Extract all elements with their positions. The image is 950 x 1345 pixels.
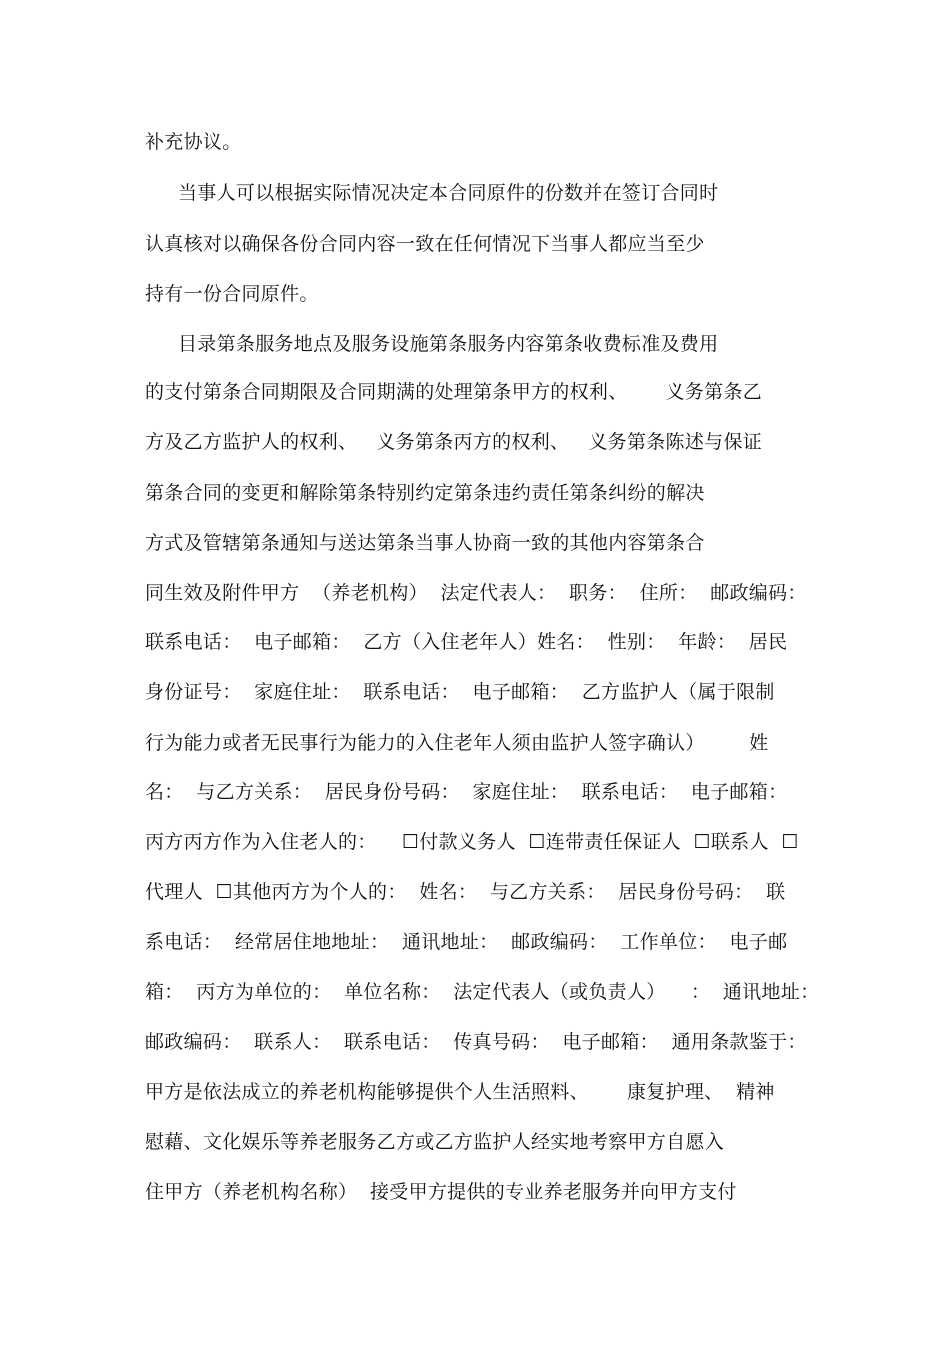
text-line: 住甲方（养老机构名称） 接受甲方提供的专业养老服务并向甲方支付 — [145, 1181, 737, 1203]
text-line: 补充协议。 — [145, 131, 242, 153]
text-line: 代理人 ☐其他丙方为个人的： 姓名： 与乙方关系： 居民身份号码： 联 — [145, 881, 786, 903]
text-line: 的支付第条合同期限及合同期满的处理第条甲方的权利、 义务第条乙 — [145, 381, 763, 403]
text-line: 联系电话： 电子邮箱： 乙方（入住老年人）姓名： 性别： 年龄： 居民 — [145, 631, 788, 653]
text-line: 持有一份合同原件。 — [145, 283, 319, 305]
text-line: 当事人可以根据实际情况决定本合同原件的份数并在签订合同时 — [178, 182, 719, 204]
text-line: 邮政编码： 联系人： 联系电话： 传真号码： 电子邮箱： 通用条款鉴于： — [145, 1031, 807, 1053]
text-line: 方式及管辖第条通知与送达第条当事人协商一致的其他内容第条合 — [145, 532, 705, 554]
text-line: 同生效及附件甲方 （养老机构） 法定代表人： 职务： 住所： 邮政编码： — [145, 582, 807, 604]
text-line: 甲方是依法成立的养老机构能够提供个人生活照料、 康复护理、 精神 — [145, 1081, 775, 1103]
text-line: 第条合同的变更和解除第条特别约定第条违约责任第条纠纷的解决 — [145, 482, 705, 504]
text-line: 方及乙方监护人的权利、 义务第条丙方的权利、 义务第条陈述与保证 — [145, 431, 763, 453]
text-line: 行为能力或者无民事行为能力的入住老年人须由监护人签字确认） 姓 — [145, 732, 769, 754]
text-line: 丙方丙方作为入住老人的： ☐付款义务人 ☐连带责任保证人 ☐联系人 ☐ — [145, 831, 799, 853]
text-line: 箱： 丙方为单位的： 单位名称： 法定代表人（或负责人） ： 通讯地址： — [145, 981, 820, 1003]
text-line: 系电话： 经常居住地地址： 通讯地址： 邮政编码： 工作单位： 电子邮 — [145, 931, 788, 953]
text-line: 慰藉、文化娱乐等养老服务乙方或乙方监护人经实地考察甲方自愿入 — [145, 1131, 725, 1153]
text-line: 身份证号： 家庭住址： 联系电话： 电子邮箱： 乙方监护人（属于限制 — [145, 681, 775, 703]
text-line: 名： 与乙方关系： 居民身份号码： 家庭住址： 联系电话： 电子邮箱： — [145, 781, 788, 803]
text-line: 认真核对以确保各份合同内容一致在任何情况下当事人都应当至少 — [145, 233, 705, 255]
text-line: 目录第条服务地点及服务设施第条服务内容第条收费标准及费用 — [178, 333, 719, 355]
